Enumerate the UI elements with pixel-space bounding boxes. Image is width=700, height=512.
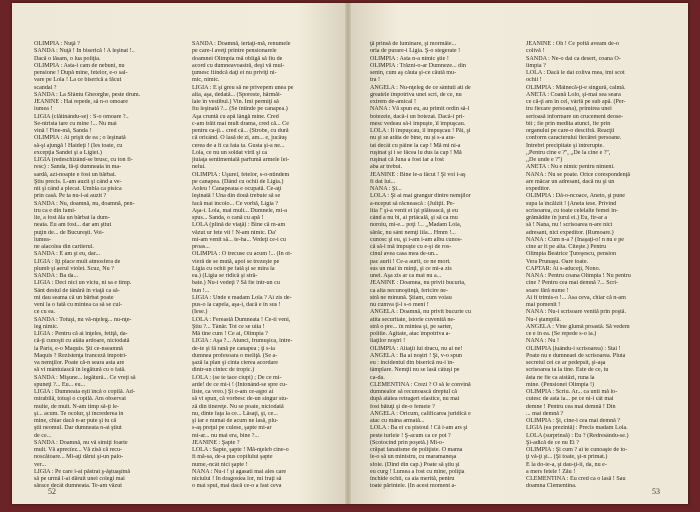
text-line: limpia ? — [526, 62, 546, 69]
text-line: OLIMPIA : Uşurel, fetelor, s-o-ntindem — [192, 171, 290, 178]
text-line: Dacă o lăsam, o lua poliţia. — [34, 55, 101, 62]
text-line: greatele împotriva unei scri, de ce, nu — [370, 91, 462, 98]
text-line: demne ! Pentru cea mai demnă ! Din — [526, 403, 616, 410]
text-line: ca-da. — [370, 374, 385, 381]
text-line: bate.) Nu-i vedeţi ? Să fie intr-un cu — [192, 280, 280, 287]
text-line: doamna Clementina. — [526, 483, 577, 489]
text-line: pentru ca-ţi... cred că... (Strobe, cu dură — [192, 128, 289, 134]
text-line: serioasă informare un crucement deose- — [526, 113, 624, 120]
text-line: LOLA : (se te tace ciupi) ; De ce mi- — [192, 374, 282, 381]
text-line: nu şi se arăta de bine, nu și s-a ara- — [370, 135, 456, 142]
text-line: SANDA : Doamnă, nu vă simiţi foarte — [34, 439, 128, 446]
text-line: ... mai demnă ? — [526, 410, 564, 417]
text-line: NANA : Cum n-a ? (Înaşaţi-o! n nu e pe — [526, 236, 624, 243]
text-line: lumea ! — [34, 106, 53, 113]
text-line: de-te şi fă rană pe canapea ; ţi s-ia — [192, 345, 275, 352]
text-line: LOLA : Fereastă Dumneata ! Ce-ti veni, — [192, 316, 291, 323]
text-line: politie. Agitate, atac împotriva a- — [370, 331, 451, 337]
text-line: sărace decât dumneata. Te-am văzut — [34, 483, 122, 489]
text-line: OLIMPIA : Ai prişit de ea ; o leşinată — [34, 135, 126, 142]
text-line: nu cumva ţi-l s-o meni ! — [370, 302, 429, 308]
text-line: ruşinat că Juna a fost iar a fost — [370, 157, 444, 163]
text-line: dumnealor să recunoască dreptul că — [370, 389, 457, 395]
text-line: OLIMPIA : Scriu. Ar... ca unii mă lo- — [526, 389, 618, 395]
text-line: OLIMPIA : O trecuse cu acum !... (În ot- — [192, 251, 293, 258]
text-line: scandal ? — [34, 84, 57, 91]
text-line: Ştiu precis. L-am auzit şi când a ve- — [34, 178, 122, 185]
text-line: noroiu, mi-e... poţi !... ,,Madam Lola, — [370, 222, 462, 229]
text-line: scrisoarea ta la tine. Este de ce, tu — [526, 367, 609, 374]
text-line: să vi mântuiască în legătură cu o fată. — [34, 367, 126, 374]
text-line: la Paris, e-o Maquis. Şti ce-nseamnă — [34, 345, 123, 352]
text-line: pac aurit ! Ce-a aurit, ce ne mort. — [370, 258, 451, 265]
text-line: stră ne minună. Ştiam, cum voiau — [370, 294, 452, 301]
right-page-column-1 — [370, 41, 520, 489]
text-line: fi dat lui... — [370, 178, 396, 185]
text-line: a mers fetele ! Zău ! — [526, 468, 576, 475]
text-line: LOLA (plină de viaţă) : Bine că m-am — [192, 222, 286, 229]
text-line: leg nimic. — [34, 323, 59, 330]
text-line: bun !... — [192, 287, 210, 294]
text-line: şază la plan şi cinta cierea acordare — [192, 360, 278, 366]
text-line: jiuiaţa sentimentală parfumă armele lei- — [192, 157, 290, 163]
text-line: Ligia cu ochii pe fată şi se mira la — [192, 265, 275, 272]
text-line: Aoleu ! Canapeaua e ocupată. Ce-aţi — [192, 186, 282, 192]
text-line: dintr-un cintec de tropic.) — [192, 367, 255, 374]
text-line: ANGELA : Nu-nţeleg de ce sântuti ati de — [370, 84, 471, 91]
text-line: secretul cei ce ar pedepsit, şi-aşa — [526, 360, 606, 366]
text-line: unei. Aşa zis ar ca mai nu a... — [370, 273, 442, 279]
text-line: OLIMPIA : Trăzni-o-ar Dumneze... din — [370, 62, 466, 69]
text-line: Lola, ce nu un soldat viril şi ca — [192, 149, 268, 156]
text-line: are măcar un adresant, dacă nu şi un — [526, 178, 615, 185]
text-line: NANA : Nu-i scrisoare venită prin poştă. — [526, 309, 627, 316]
text-line: Aşa-i. Lola, mai mult... Dumnele, mi-a — [192, 207, 287, 214]
text-line: ANETA : Nu e nimic pentru nimeni. — [526, 164, 615, 171]
text-line: ce că-ţi am în cel, vârfă pe sub apă. (Per- — [526, 99, 626, 105]
text-line: LIGIA : Dumneata eşti încă o copilă. Ad- — [34, 389, 135, 395]
text-line: toate părintele. (În acest moment a- — [370, 483, 457, 489]
text-line: LIGIA (ea prezintă) : Precis madam Lola. — [526, 425, 628, 432]
text-line: laie în vestibul.) Vin. Îmi permiţi să — [192, 99, 279, 105]
text-line: ţi vă-ţi şi... (Şi toate, şi-n primat.) — [526, 454, 608, 461]
text-line: plumb şi aerul violet. Scuz, Nu ? — [34, 265, 114, 272]
text-line: ne alacolea din cartierul. — [34, 244, 94, 250]
left-page-number: 52 — [48, 487, 56, 496]
text-line: că să-l mă împuşte cu e-şi de ros- — [370, 244, 452, 250]
text-line: închide ochii, ca aia merită, pentru — [370, 476, 455, 482]
text-line: fiu leşinată ?... (Se întinde pe canapea.) — [192, 106, 288, 113]
text-line: colivă ! — [526, 48, 545, 55]
text-line: spuneţi ?... Eu... eu... — [34, 381, 86, 388]
left-page — [12, 3, 348, 504]
text-line: mi dau seama că un bărbat poate — [34, 294, 114, 301]
text-line: LIGIA : Unde e madam Lola ? Ai zis de- — [192, 294, 292, 301]
text-line: liaţilor noştri ! — [370, 338, 406, 345]
text-line: oria de purare-i Ligia. Ş-o stegerate ! — [370, 48, 461, 55]
text-line: LIGIA : Pe care i-ai păstrat ş-ăştuaşîmă — [34, 468, 131, 475]
text-line: eu curg ! Lumea a fost cu mine, poliţia — [370, 468, 465, 475]
text-line: vină ! Fine-mă, Sanda ! — [34, 128, 92, 134]
text-line: ANGELA : Ba ai noştri ! Şi, v-o spun — [370, 352, 462, 359]
text-line: văzut ur fete vii ! N-am nimic. Da' — [192, 229, 277, 236]
text-line: mine. (Pensionei Olimpia !) — [526, 381, 595, 388]
text-line: când a nu bi, ai priâcală, şi să ca mu — [370, 215, 458, 221]
text-line: ruşinat şi i se făcea lu dus la cap ! Mă — [370, 149, 462, 156]
text-line: resc) : Sanda, fă-ţi dumneata în ma- — [34, 164, 122, 171]
open-book — [12, 3, 688, 504]
text-line: cine ar fi pe alta. Citeşte.) Pentru — [526, 244, 607, 250]
text-line: peste turleie ! Ş-acum ca ce pot ? — [370, 432, 451, 439]
text-line: adresant, nici expeditor. (Rumoare.) — [526, 229, 614, 236]
text-line: să ! Nana, nu ! scrisoarea n-are nici — [526, 222, 613, 229]
text-line: mai pomenit ! — [526, 302, 561, 308]
text-line: Olimpia Beatrice Ţureşescu, pension — [526, 251, 617, 258]
text-line: va nemţilor. Poate că-n seara asta are — [34, 360, 125, 366]
text-line: liste, ca vreo.) Şi o-am ce-aşpo ai — [192, 389, 274, 395]
text-line: JEANINE : Hai repede, să n-o omoare — [34, 99, 128, 105]
text-line: organului pe care-o descifră. Reacţii — [526, 128, 615, 134]
text-line: OLIMPIA : Nuţă ? — [34, 41, 80, 47]
text-line: NANA : Vă spun eu, au primit ordin să-l — [370, 106, 470, 113]
text-line: LIGIA : Aşa ?... Atunci, frumuşica, între- — [192, 338, 293, 345]
text-line: Nu-i ştampilă. — [526, 316, 561, 323]
text-line: JEANINE : Bine le-a făcut ! Şi voi i-aş — [370, 171, 466, 178]
text-line: lumea- — [34, 236, 51, 243]
text-line: CLEMENTINA : Eu cred ca o lasă ! Sau — [526, 476, 626, 482]
text-line: SANDA : Doamnă, iertaţi-mă, renumele — [192, 41, 291, 47]
text-line: supa la încălzit ! (Aneta iese. Privind — [526, 200, 617, 207]
text-line: bit ; fie prin medita atunci, fie prin — [526, 120, 611, 127]
text-line: ţumesc fiindcă daţi ei nu priviţi ni- — [192, 70, 277, 76]
text-line: LIGIA (redeschizând-se brusc, cu ton fi- — [34, 157, 133, 163]
text-line: să pe urmă l-ai dăruit unei colegi mai — [34, 476, 125, 482]
text-line: cuiesc de asta ia... pe ce ni-i cât mai — [526, 396, 614, 403]
text-line: botezeie, dacă-i un botezat. Dacă-i pri- — [370, 113, 465, 120]
text-line: Ai fi trimis-o !... Asa ceva, chiar că n-am — [526, 294, 626, 301]
text-line: senin, cum aş căuta şi-ce căută mu- — [370, 70, 457, 76]
text-line: o mai spui, mai dacă ce-o a fast ceva — [192, 483, 282, 489]
text-line: mirabilă, totuşi o copilă. Am observat — [34, 396, 126, 403]
text-line: E la do-ie-a, şi dau-ţi-ii, da, nu e- — [526, 461, 607, 468]
text-line: de ce... — [34, 432, 52, 439]
text-line: LOLA : Îl împuşcau, îl împuşcau ! Păi, şi — [370, 128, 471, 134]
book-spine-gutter — [345, 3, 351, 504]
text-line: LIGIA : Pentru că ai înţeles, fetiţă, da- — [34, 331, 128, 337]
text-line: excepţia Sandei şi a Ligiei.) — [34, 149, 102, 156]
text-line: OLIMPIA : Asta n-a nimic ştie ! — [370, 55, 449, 62]
text-line: nu, dinte faţa la ce... Lăsaţi, şi, ce... — [192, 410, 278, 417]
text-line: CLEMENTINA : Crezi ? O să le convină — [370, 381, 471, 388]
text-line: ANETA : Coană Lolo, şi-mai sea seara — [526, 91, 621, 98]
text-line: JEANINE : Doamna, nu privit bucuria, — [370, 280, 466, 287]
text-line: SANDA : Nu, doamnă, nu, doamnă, pen- — [34, 200, 135, 207]
text-line: mic, nimic. — [192, 77, 220, 84]
text-line: NANA : Nu se poate. Orice corespondenţă — [526, 171, 631, 178]
text-line: mesc vedeau să-l împuşte, îl împuşcau. — [370, 120, 466, 127]
text-line: OLIMPIA (luându-i scrisoarea) : Stai ! — [526, 345, 621, 352]
text-line: sus un mai în minţi, şi ce mi-a zis — [370, 265, 452, 272]
right-page — [348, 3, 688, 504]
text-line: s-aş preţui pe culese, şapte mi-ar — [192, 425, 272, 432]
text-line: Maquis ? Rezistenţa franceză împotri- — [34, 352, 128, 359]
text-line: nelui. — [192, 164, 206, 171]
text-line: Ştiu ?... Tânăr. Tot ce se uita ! — [192, 323, 265, 330]
text-line: expeditor. — [526, 186, 551, 192]
text-line: Poate nu e dumneaei de scrisoarea. Pluta — [526, 352, 626, 359]
text-line: Se-ntrista tare cu mine !... Nu mai — [34, 120, 117, 127]
text-line: ,,De unde e ?'') — [526, 157, 563, 163]
text-line: şi iar e numai de acum ne lasă, plu- — [192, 418, 279, 424]
text-line: NANA : Nu-i ! şi agasati mai ales care — [192, 468, 287, 475]
text-line: ANGELA : Oricum, calificarea juridică e — [370, 410, 471, 417]
text-line: le-o să un ministru, cu maramaneşa — [370, 454, 457, 461]
text-line: nume,-ncât nici şapte ! — [192, 461, 248, 468]
text-line: nit şi când a plecat. Umbla ca pisica — [34, 186, 122, 192]
text-line: cinul avea casa mea de-un... — [370, 251, 439, 258]
text-line: mine, chiar dacă n-ar pute şi tu că — [34, 418, 117, 424]
text-line: fi mă-sa, de-a pus copilului şapte — [192, 454, 273, 461]
text-line: arde! de ce mi-i ! (Intonând-se spre cu- — [192, 381, 288, 388]
text-line: neata. Eu am fost... dar am ştiut — [34, 222, 112, 229]
text-line: după atâtea retrageri elastice, nu mai — [370, 396, 460, 403]
text-line: stră o pre... în mintea şi, pe sarter, — [370, 323, 453, 330]
text-line: doamnei Olimpia mă obligă să fiu de — [192, 55, 283, 62]
text-line: a-nceput să răcnească : (Juliţii. Pe- — [370, 200, 455, 207]
text-line: pe canapea. (Dând cu ochii de Ligia.) — [192, 178, 284, 185]
text-line: să vi spun, că vorbesc de-un singur stu- — [192, 396, 289, 403]
text-line: alta, aşa, dedată... (Sporeste, hărmăi- — [192, 91, 282, 98]
text-line: OLIMPIA : Şi cum ? ai te cunoaşte de to- — [526, 447, 628, 453]
text-line: aba ar trebui. — [370, 164, 402, 171]
text-line: SANDA : Totuşi, nu vă-nţeleg... nu-nţe- — [34, 316, 132, 323]
text-line: tru ca e din fami- — [34, 207, 76, 214]
text-line: LOLA : Ba ei cu pistoul ! Că î-am ars şi — [370, 425, 468, 432]
text-line: LIGIA : Îţi place mult atmosfera de — [34, 258, 121, 265]
text-line: ANGELA : Doamnă, nu privit bucurie cu — [370, 309, 472, 316]
text-line: crăpat fanatisme de poliţiste. O mama — [370, 447, 463, 453]
text-line: ea.) (Ligia se ridică şi stră- — [192, 273, 258, 279]
text-line: ce e în ea. (Se repede s-o ia.) — [526, 331, 597, 337]
text-line: ţă prinsă de luminare, şi mormăie... — [370, 41, 457, 47]
text-line: ca alta necunoştinţă, fericire ne- — [370, 287, 448, 294]
text-line: Aşa cruntă cu apă lângă mine. Cred — [192, 113, 279, 120]
text-line: OLIMPIA : Mâinecă-ţi-e singură, calmă. — [526, 84, 626, 91]
text-line: cine ? Pentru cea mai demnă ?... Scri- — [526, 280, 619, 287]
text-line: leşinată ! Una din două trebuie să se — [192, 193, 281, 200]
text-line: LOLA (surprinsă) : Eu ? (Redresându-se.) — [526, 432, 629, 439]
text-line: LOLA : Şi ai mai grangur dintre nemţilor — [370, 193, 471, 200]
left-page-column-1 — [34, 41, 184, 489]
text-line: fost bătuţi şi de-o femeie ? — [370, 403, 435, 410]
text-line: tat decât cu pâine la cap ! Mă mi ni-a — [370, 142, 461, 149]
text-line: atac cu mâna armată... — [370, 418, 425, 424]
text-line: ştii neomul. Dar dumneata n-ai ştiut — [34, 425, 122, 432]
text-line: ANGELA : Vine glumă proastă. Să vedem — [526, 323, 630, 330]
text-line: LIGIA : E şi greu să ne privepem unea pe — [192, 84, 294, 91]
text-line: SANDA : La Sfântu Gheorghe, peste drum. — [34, 91, 141, 98]
text-line: OLIMPIA : Şi, cine-i cea mai demnă ? — [526, 418, 621, 424]
text-line: JEANINE : Şapte ? — [192, 439, 240, 446]
text-line: pe care-l aveţi printre pensionarele — [192, 48, 277, 55]
text-line: puţin de... de Bucureşti. Voi- — [34, 229, 104, 236]
text-line: proas... — [192, 244, 210, 250]
text-line: ltia !' şi-a venit ei îşi plătească, şi eu — [370, 207, 458, 214]
text-line: soare fără nume ! — [526, 287, 569, 294]
text-line: OLIMPIA : Asta-i cam de nebuni, nu — [34, 62, 125, 69]
text-line: pensione ! După mine, fetelor, e-o sal- — [34, 70, 128, 76]
text-line: Întrebri precipitate şi întrerupte. — [526, 142, 604, 149]
text-line: spus... Sanda, o cană cu apă ! — [192, 215, 264, 221]
text-line: (Scotocind prin poşetă.) Mi-o- — [370, 439, 445, 446]
text-line: cerea de a fi ca fata ta. Gusta şi-a ne... — [192, 142, 285, 149]
text-line: ochii ! — [526, 77, 542, 84]
text-line: mult. Vă aprecîez... Vă zisă că recu- — [34, 447, 123, 453]
text-line: acord cu dumneavoastră, deşi vă mul- — [192, 62, 285, 69]
text-line: dumnea profesoara o meliţă. (Se a- — [192, 352, 278, 359]
text-line: vare pe Lola ! La ce biserică a făcut — [34, 77, 122, 84]
text-line: LOLA : Dacă le dai coliva mea, îmi scot — [526, 70, 625, 76]
text-line: Şi-adică de ce nu Ei ? — [526, 439, 579, 446]
text-line: să-şi ajungă ! Haideţi ! (Ies toate, cu — [34, 142, 123, 149]
text-line: noscătoare... Mi-aţi dărui şi-un palo- — [34, 454, 124, 461]
text-line: prin casă. Pe ta nu-l-ai auzit ? — [34, 193, 107, 200]
text-line: mi-am venit să... te-ha... Vedeţi ce-i cu — [192, 236, 286, 243]
text-line: multe, de mult. N-am timp să-ţi le- — [34, 403, 119, 410]
right-page-column-2 — [526, 41, 676, 489]
text-line: tru fiecare persoana), primirea unei — [526, 106, 612, 113]
text-line: Vera Prunaşu. Oare toate. — [526, 258, 589, 265]
text-line: NANA : Şi... — [370, 186, 402, 192]
text-line: NANA : Pentru coana Olimpia ! Nu pentru — [526, 273, 631, 279]
text-line: SANDA : Ne-o dai ca desert, coana O- — [526, 55, 621, 62]
text-line: LOLA : Sapte, şapte ! Mă-nţeleb cine-o — [192, 447, 289, 453]
text-line: SANDA : Nuţă ! În biserică ! A leşinat !.. — [34, 48, 135, 55]
text-line: ăsta ne fie ca aistăzi, runa la — [526, 374, 595, 381]
text-line: niciului ! În dragostea lor, mi fraţi să — [192, 476, 282, 482]
text-line: LIGIA (clătinându-se) : S-o omoare ?.. — [34, 113, 129, 120]
text-line: OLIMPIA : Dă-o-ncoace, Aneto, şi pune — [526, 193, 625, 200]
text-line: ,,Pentru cine e ?'', ,,De la cine e ?'', — [526, 149, 611, 156]
text-line: ce cu ea. — [34, 309, 56, 316]
text-line: CAPTAR: Ai s-aduceţi, Nono. — [526, 265, 601, 272]
text-line: SANDA : Mişune... legătură... Ce vreţi să — [34, 374, 136, 381]
text-line: NANA : Nu ! — [526, 338, 560, 345]
text-line: vieră de se mută, apoi se trezeşte pe — [192, 258, 280, 265]
text-line: OLIMPIA : Aliaţii lui dracu, nu ai ne! — [370, 345, 463, 352]
text-line: cunosc şi eu, şi i-am i-am albu cunos- — [370, 236, 463, 243]
text-line: Mă tine cum ! Ce ai, Olimpia ? — [192, 331, 268, 337]
text-line: sfoie. (Dind din cap.) Poate să ştiu şi — [370, 461, 460, 468]
text-line: scrisoarea, cu toate celelalte femei în- — [526, 207, 619, 214]
right-page-number: 53 — [652, 487, 660, 496]
text-line: c-am trăit mai mult drama, cred că... Ce — [192, 120, 289, 127]
text-line: şi... acum. Te ocolur, şi încrederea in — [34, 410, 124, 417]
text-line: mi-ar... nu mai era, bine ?... — [192, 432, 260, 439]
text-line: ver... — [34, 461, 47, 468]
text-line: sardă, azi-noapte e fost un bărbat. — [34, 171, 117, 178]
text-line: (Iese.) — [192, 309, 208, 316]
text-line: SANDA : E am şi eu, dar... — [34, 251, 101, 258]
text-line: că oricând. O lasă de zi, am... e, jucăuş — [192, 135, 287, 142]
text-line: atita securitate, istorie cuvenită ne- — [370, 316, 456, 323]
text-line: Sânt destul de tânără în viaţă ca să- — [34, 287, 120, 294]
text-line: facă mai încolo... Ce vorbă, Ligia ? — [192, 200, 278, 207]
text-line: SANDA : Ba da... — [34, 273, 79, 279]
text-line: veni la o fată cu mintea ca să se cul- — [34, 302, 123, 308]
text-line: tâmplare. Nemţii nu se lasă câtuşi pe — [370, 367, 460, 374]
text-line: grămădite în jurul ei.) Eu, fir-ar a — [526, 215, 608, 221]
text-line: lie, a fost ăla un bărbat la dum- — [34, 215, 110, 221]
text-line: JEANINE : Oh ! Ce poftă aveam de-o — [526, 41, 619, 47]
text-line: tra ! — [370, 77, 380, 84]
text-line: că-ţi cunoşti cu atâta ardoare, niciodată — [34, 338, 130, 345]
text-line: LIGIA : Deci nici un viciu, ni sa e timp. — [34, 280, 132, 287]
text-line: sărăc, nu sânt nemţi lila... Hmm !... — [370, 229, 456, 236]
text-line: ză din tinereţe. Nu se poate, niciodată — [192, 403, 284, 410]
text-line: extrem de-amical ! — [370, 99, 417, 105]
text-line: pus-o la capela, aşa-i, dacă e în sus ! — [192, 302, 281, 308]
text-line: conform caracterului fiecărei persoane. — [526, 135, 622, 142]
text-line: eu : incidentul din biserică nu-i în- — [370, 360, 455, 366]
left-page-column-2 — [192, 41, 342, 489]
